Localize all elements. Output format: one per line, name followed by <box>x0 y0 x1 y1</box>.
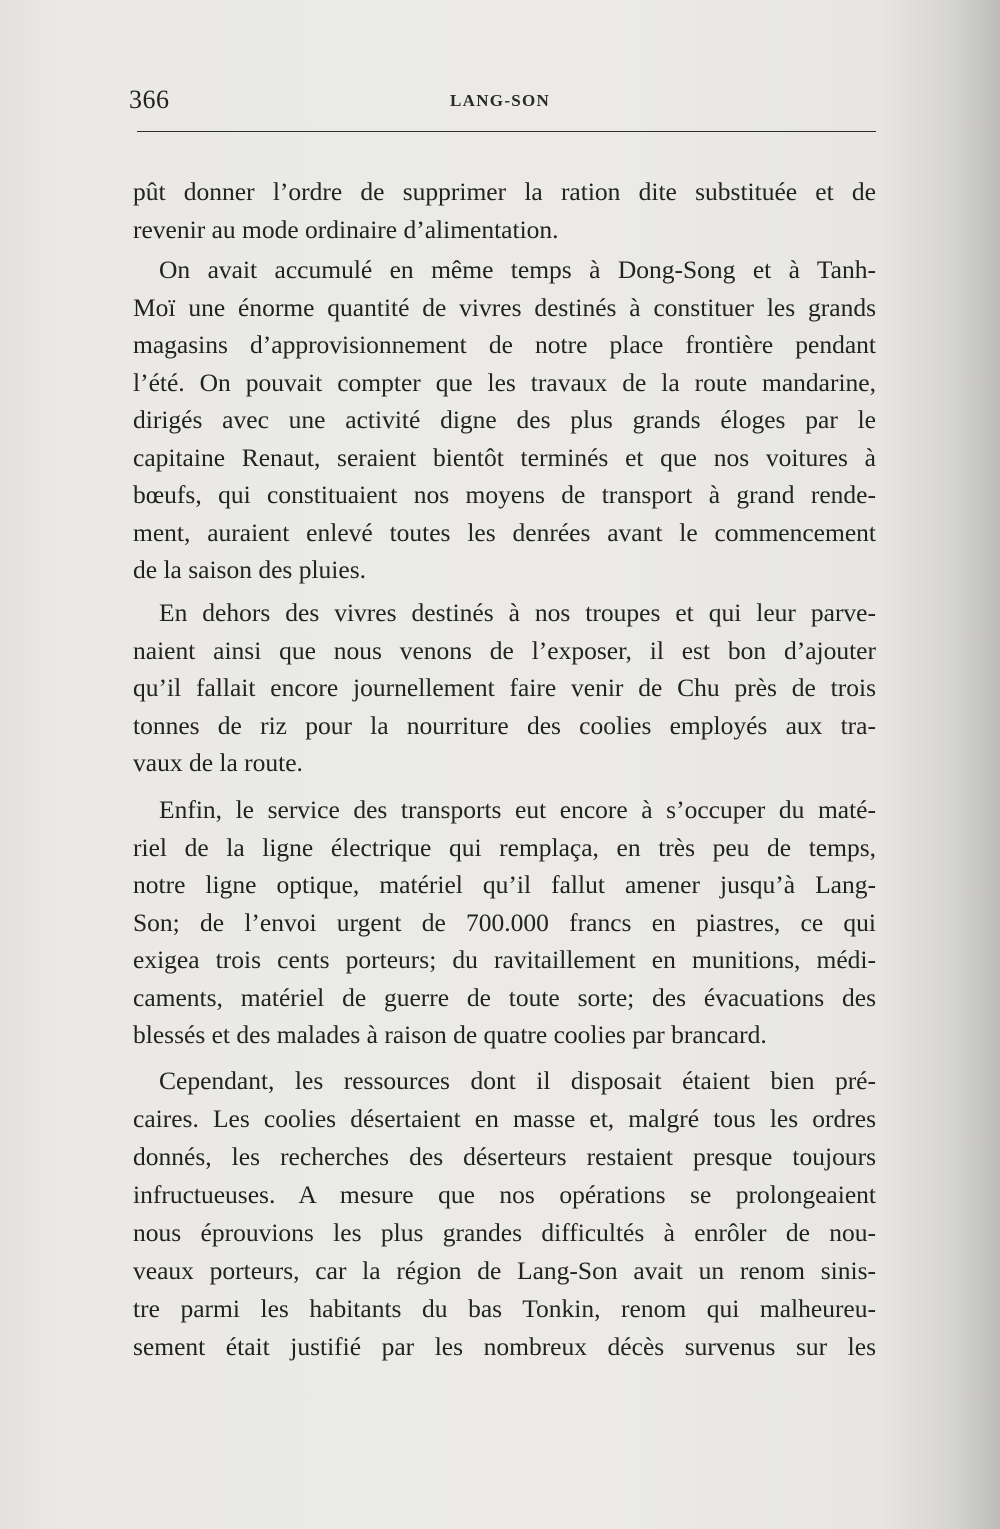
text-line: Cependant, les ressources dont il disposait étaient bien pré- <box>159 1066 876 1095</box>
text-line: notre ligne optique, matériel qu’il fallut amener jusqu’à Lang- <box>133 870 876 899</box>
text-line: riel de la ligne électrique qui remplaça, en très peu de temps, <box>133 832 876 862</box>
paragraph <box>133 173 876 248</box>
text-line: bœufs, qui constituaient nos moyens de transport à grand rende- <box>133 480 876 509</box>
text-line: tonnes de riz pour la nourriture des coolies employés aux tra- <box>133 710 876 740</box>
page-number: 366 <box>129 85 170 114</box>
text-line: revenir au mode ordinaire d’alimentation. <box>133 214 559 244</box>
paragraph <box>133 791 876 1054</box>
text-line: pût donner l’ordre de supprimer la ration dite substituée et de <box>133 177 876 206</box>
text-line: sement était justifié par les nombreux décès survenus sur les <box>133 1332 876 1361</box>
text-line: qu’il fallait encore journellement faire venir de Chu près de trois <box>133 673 876 702</box>
text-line: vaux de la route. <box>133 748 303 777</box>
text-line: blessés et des malades à raison de quatre coolies par brancard. <box>133 1020 767 1049</box>
text-line: Moï une énorme quantité de vivres destinés à constituer les grands <box>133 292 876 322</box>
text-line: l’été. On pouvait compter que les travaux de la route mandarine, <box>133 367 876 397</box>
paragraph <box>133 1062 876 1366</box>
text-line: Son; de l’envoi urgent de 700.000 francs en piastres, ce qui <box>133 907 876 937</box>
text-line: capitaine Renaut, seraient bientôt terminés et que nos voitures à <box>133 442 876 472</box>
running-title: LANG-SON <box>450 91 551 110</box>
text-line: Enfin, le service des transports eut encore à s’occuper du maté- <box>159 795 876 824</box>
text-line: veaux porteurs, car la région de Lang-Son avait un renom sinis- <box>133 1256 876 1285</box>
paragraph <box>133 594 876 782</box>
text-line: infructueuses. A mesure que nos opérations se prolongeaient <box>133 1180 876 1209</box>
text-line: donnés, les recherches des déserteurs restaient presque toujours <box>133 1142 876 1171</box>
text-line: nous éprouvions les plus grandes difficultés à enrôler de nou- <box>133 1218 876 1247</box>
paragraph <box>133 251 876 589</box>
body-text <box>133 0 876 1529</box>
text-line: dirigés avec une activité digne des plus grands éloges par le <box>133 405 876 434</box>
text-line: En dehors des vivres destinés à nos troupes et qui leur parve- <box>159 598 876 627</box>
text-line: magasins d’approvisionnement de notre place frontière pendant <box>133 330 876 359</box>
text-line: naient ainsi que nous venons de l’exposer, il est bon d’ajouter <box>133 635 876 665</box>
text-line: tre parmi les habitants du bas Tonkin, renom qui malheureu- <box>133 1294 876 1323</box>
text-line: On avait accumulé en même temps à Dong-Song et à Tanh- <box>159 255 876 284</box>
text-line: caires. Les coolies désertaient en masse et, malgré tous les ordres <box>133 1104 876 1133</box>
text-line: caments, matériel de guerre de toute sorte; des évacuations des <box>133 982 876 1012</box>
text-line: de la saison des pluies. <box>133 555 366 584</box>
text-line: ment, auraient enlevé toutes les denrées avant le commencement <box>133 517 876 547</box>
text-line: exigea trois cents porteurs; du ravitaillement en munitions, médi- <box>133 945 876 974</box>
